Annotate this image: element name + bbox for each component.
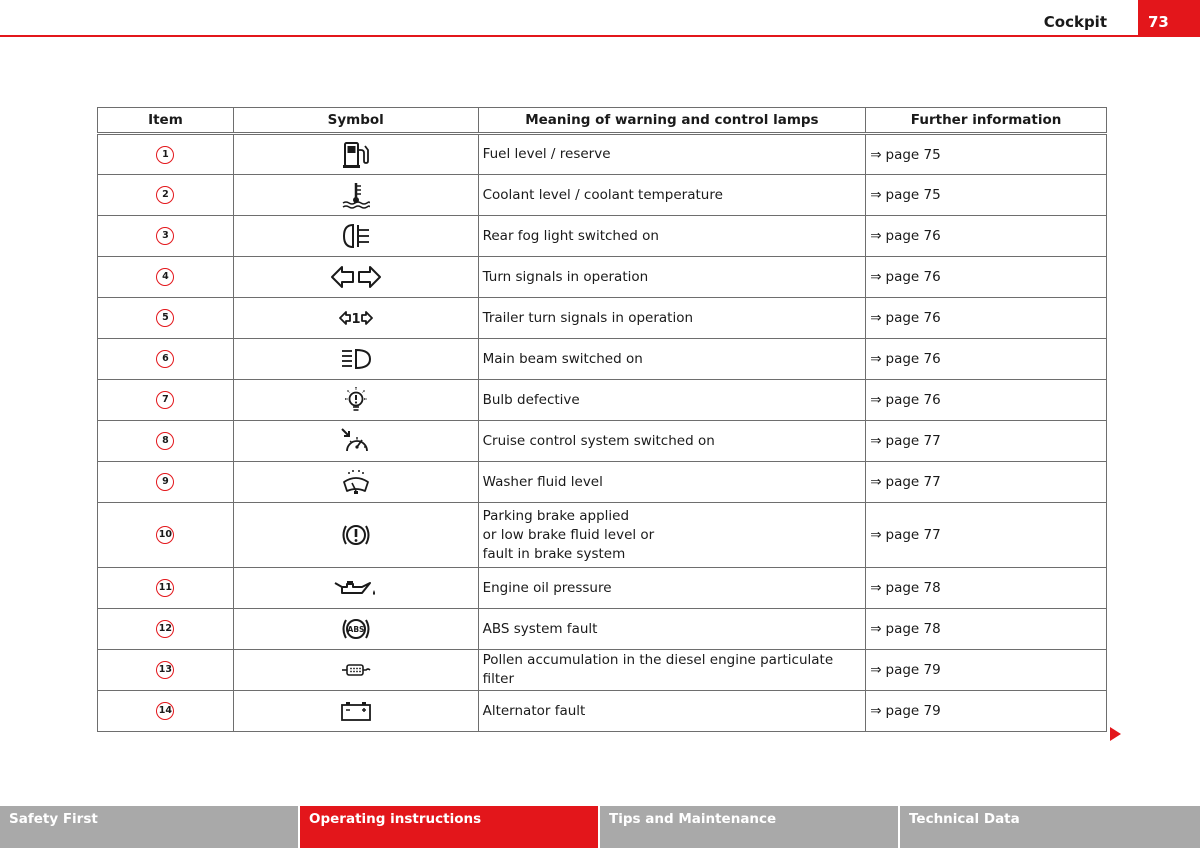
washer-fluid-icon [341, 468, 371, 496]
item-number: 12 [156, 620, 174, 638]
oil-pressure-icon [334, 577, 378, 599]
page-reference-link[interactable]: page 76 [885, 228, 941, 244]
footer-tab-operating-instructions[interactable] [300, 806, 598, 848]
table-row [98, 568, 1107, 609]
footer-tab-label: Tips and Maintenance [609, 811, 777, 827]
particulate-filter-icon [341, 662, 371, 678]
bulb-defective-icon [342, 386, 370, 414]
item-number: 10 [156, 526, 174, 544]
brake-warning-icon [340, 521, 372, 549]
footer-tab-label: Operating instructions [309, 811, 482, 827]
right-double-arrow-icon: ⇒ [870, 228, 882, 244]
page-reference-link[interactable]: page 76 [885, 351, 941, 367]
trailer-turn-signals-icon [339, 309, 373, 327]
item-number: 5 [156, 309, 174, 327]
item-number: 9 [156, 473, 174, 491]
page-reference-link[interactable]: page 79 [885, 662, 941, 678]
meaning-text: Bulb defective [482, 391, 580, 408]
table-row [98, 257, 1107, 298]
meaning-text: Engine oil pressure [482, 579, 612, 596]
page-reference-link[interactable]: page 75 [885, 187, 941, 203]
table-row [98, 298, 1107, 339]
rear-fog-light-icon [341, 222, 371, 250]
item-number: 6 [156, 350, 174, 368]
table-row [98, 339, 1107, 380]
footer-tab-label: Technical Data [909, 811, 1020, 827]
table-row [98, 609, 1107, 650]
meaning-text: Parking brake applied [482, 507, 630, 524]
table-row [98, 134, 1107, 175]
item-number: 3 [156, 227, 174, 245]
page-reference-link[interactable]: page 77 [885, 433, 941, 449]
right-double-arrow-icon: ⇒ [870, 146, 882, 163]
column-header-meaning: Meaning of warning and control lamps [478, 108, 866, 134]
item-number: 13 [156, 661, 174, 679]
page-reference-link[interactable]: page 79 [885, 703, 941, 719]
right-double-arrow-icon: ⇒ [870, 351, 882, 367]
item-number: 11 [156, 579, 174, 597]
coolant-temperature-icon [341, 181, 371, 209]
right-double-arrow-icon: ⇒ [870, 703, 882, 719]
page-reference-link[interactable]: page 75 [885, 146, 941, 163]
right-double-arrow-icon: ⇒ [870, 187, 882, 203]
next-page-arrow-icon[interactable] [1110, 727, 1121, 741]
table-row [98, 421, 1107, 462]
page-reference-link[interactable]: page 76 [885, 310, 941, 326]
table-row [98, 691, 1107, 732]
fuel-pump-icon [343, 141, 369, 169]
table-header-row [98, 108, 1107, 134]
page-reference-link[interactable]: page 76 [885, 392, 941, 408]
right-double-arrow-icon: ⇒ [870, 580, 882, 596]
cruise-control-icon [341, 427, 371, 455]
page-number: 73 [1148, 13, 1169, 31]
item-number: 1 [156, 146, 174, 164]
meaning-text: Turn signals in operation [482, 268, 649, 285]
right-double-arrow-icon: ⇒ [870, 662, 882, 678]
footer-tab-label: Safety First [9, 811, 98, 827]
column-header-symbol: Symbol [233, 108, 478, 134]
section-title: Cockpit [1043, 13, 1107, 31]
meaning-text: Fuel level / reserve [482, 146, 611, 162]
right-double-arrow-icon: ⇒ [870, 433, 882, 449]
item-number: 8 [156, 432, 174, 450]
page-reference-link[interactable]: page 76 [885, 269, 941, 285]
meaning-text: Trailer turn signals in operation [482, 309, 694, 326]
right-double-arrow-icon: ⇒ [870, 269, 882, 285]
table-row [98, 216, 1107, 257]
meaning-text: Alternator fault [482, 702, 586, 719]
right-double-arrow-icon: ⇒ [870, 527, 882, 543]
page-reference-link[interactable]: page 77 [885, 474, 941, 490]
table-row [98, 175, 1107, 216]
warning-lamps-table [97, 107, 1107, 732]
right-double-arrow-icon: ⇒ [870, 474, 882, 490]
table-row [98, 462, 1107, 503]
meaning-text: Washer fluid level [482, 473, 603, 490]
table-row [98, 380, 1107, 421]
page-reference-link[interactable]: page 77 [885, 527, 941, 543]
right-double-arrow-icon: ⇒ [870, 621, 882, 637]
column-header-further-info: Further information [866, 108, 1107, 134]
item-number: 2 [156, 186, 174, 204]
right-double-arrow-icon: ⇒ [870, 392, 882, 408]
meaning-text: Rear fog light switched on [482, 227, 659, 244]
meaning-text: Main beam switched on [482, 350, 643, 367]
meaning-text: Coolant level / coolant temperature [482, 186, 723, 203]
item-number: 14 [156, 702, 174, 720]
meaning-text: fault in brake system [482, 545, 626, 562]
abs-icon-label: ABS [347, 625, 365, 634]
turn-signals-icon [330, 264, 382, 290]
meaning-text: Cruise control system switched on [482, 432, 715, 449]
page-reference-link[interactable]: page 78 [885, 580, 941, 596]
page-number-box [1138, 0, 1200, 36]
meaning-text: ABS system fault [482, 620, 598, 637]
footer-tab-tips-and-maintenance[interactable] [600, 806, 898, 848]
abs-icon [340, 616, 372, 642]
table-row [98, 650, 1107, 691]
page-reference-link[interactable]: page 78 [885, 621, 941, 637]
footer-tab-safety-first[interactable] [0, 806, 298, 848]
column-header-item: Item [98, 108, 234, 134]
table-row [98, 503, 1107, 568]
svg-text:1: 1 [351, 312, 361, 327]
meaning-text: Pollen accumulation in the diesel engine particulate filter [482, 652, 834, 687]
item-number: 4 [156, 268, 174, 286]
battery-icon [340, 700, 372, 722]
main-beam-icon [340, 347, 372, 371]
right-double-arrow-icon: ⇒ [870, 310, 882, 326]
item-number: 7 [156, 391, 174, 409]
footer-tab-technical-data[interactable] [900, 806, 1200, 848]
header-rule [0, 35, 1200, 37]
meaning-text: or low brake fluid level or [482, 526, 655, 543]
